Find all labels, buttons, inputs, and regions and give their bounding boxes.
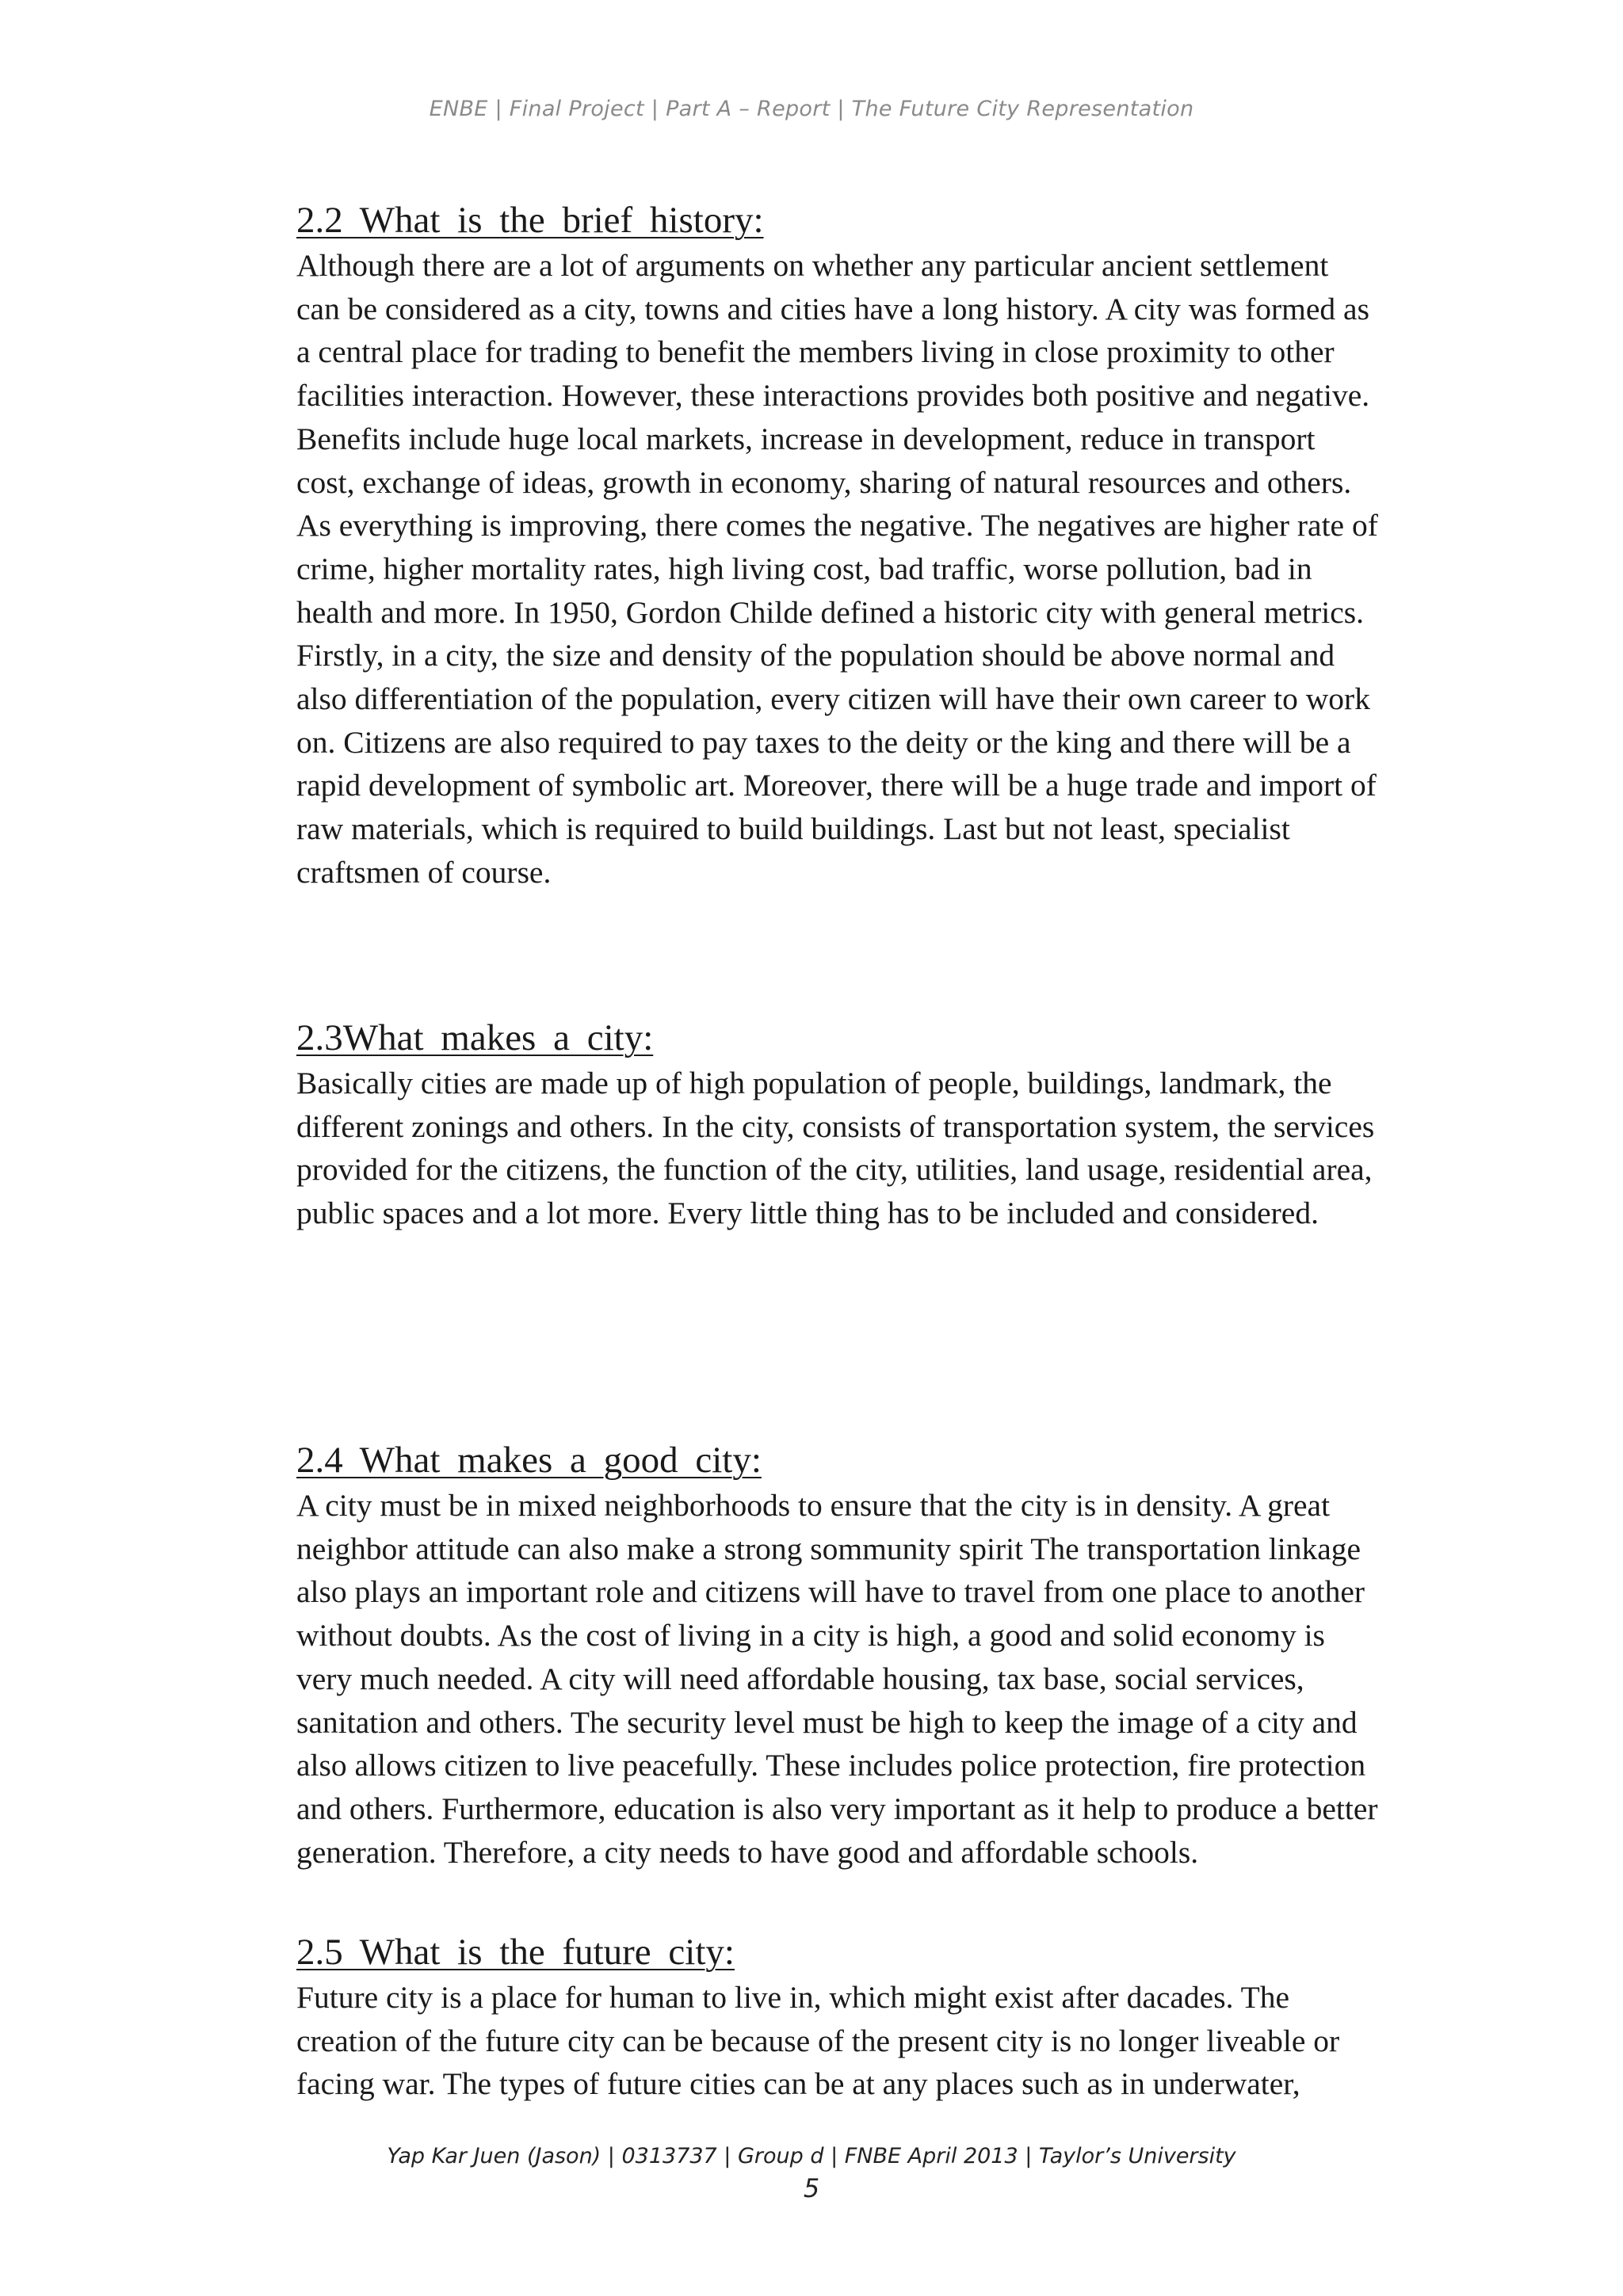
page-number: 5 bbox=[803, 2173, 820, 2203]
section-body: Although there are a lot of arguments on whether any particular ancient settlement can be considered as a city, towns and cities have a long history. A city was formed as a central place for trading to benefit the members living in close proximity to other facilities interaction. However, these interactions provides both positive and negative. Benefits include huge local markets, increase in development, reduce in transport cost, exchange of ideas, growth in economy, sharing of natural resources and others. As everything is improving, there comes the negative. The negatives are higher rate of crime, higher mortality rates, high living cost, bad traffic, worse pollution, bad in health and more. In 1950, Gordon Childe defined a historic city with general metrics. Firstly, in a city, the size and density of the population should be above normal and also differentiation of the population, every citizen will have their own career to work on. Citizens are also required to pay taxes to the deity or the king and there will be a rapid development of symbolic art. Moreover, there will be a huge trade and import of raw materials, which is required to build buildings. Last but not least, specialist craftsmen of course. bbox=[296, 248, 1378, 890]
section-future-city bbox=[296, 1928, 1453, 2106]
section-what-makes-a-good-city bbox=[296, 1436, 1453, 1874]
section-brief-history bbox=[296, 196, 1453, 894]
section-title: 2.3What makes a city: bbox=[296, 1017, 654, 1058]
section-title: 2.5 What is the future city: bbox=[296, 1932, 735, 1973]
page-header: ENBE | Final Project | Part A – Report | The Future City Representation bbox=[429, 97, 1194, 121]
section-what-makes-a-city bbox=[296, 1014, 1453, 1235]
section-title: 2.2 What is the brief history: bbox=[296, 200, 764, 241]
section-body: Future city is a place for human to live in, which might exist after dacades. The creation of the future city can be because of the present city is no longer liveable or facing war. The types of future cities can be at any places such as in underwater, bbox=[296, 1980, 1340, 2102]
section-title: 2.4 What makes a good city: bbox=[296, 1440, 762, 1481]
page-footer: Yap Kar Juen (Jason) | 0313737 | Group d | FNBE April 2013 | Taylor’s University bbox=[387, 2144, 1236, 2168]
section-body: Basically cities are made up of high population of people, buildings, landmark, the different zonings and others. In the city, consists of transportation system, the services provided for the citizens, the function of the city, utilities, land usage, residential area, public spaces and a lot more. Every little thing has to be included and considered. bbox=[296, 1066, 1375, 1231]
section-body: A city must be in mixed neighborhoods to ensure that the city is in density. A great neighbor attitude can also make a strong sommunity spirit The transportation linkage also plays an important role and citizens will have to travel from one place to another without doubts. As the cost of living in a city is high, a good and solid economy is very much needed. A city will need affordable housing, tax base, social services, sanitation and others. The security level must be high to keep the image of a city and also allows citizen to live peacefully. These includes police protection, fire protection and others. Furthermore, education is also very important as it help to produce a better generation. Therefore, a city needs to have good and affordable schools. bbox=[296, 1488, 1378, 1870]
